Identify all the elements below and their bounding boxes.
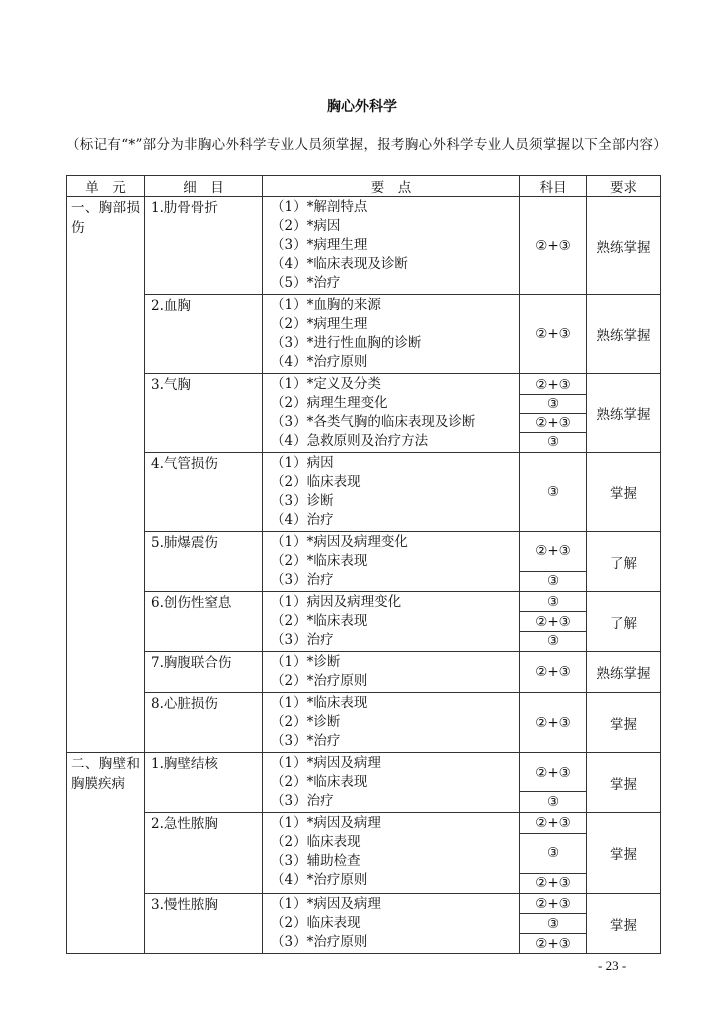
subject-value: ②+③	[520, 611, 586, 631]
detail-cell: 3.气胸	[145, 374, 263, 453]
subject-value: ②+③	[535, 895, 571, 912]
points-cell	[263, 753, 520, 813]
detail-cell: 7.胸腹联合伤	[145, 652, 263, 693]
table-row	[67, 295, 661, 374]
subject-cell	[520, 693, 587, 753]
requirement-cell: 掌握	[587, 453, 661, 532]
detail-cell: 2.血胸	[145, 295, 263, 374]
detail-cell: 6.创伤性窒息	[145, 592, 263, 652]
points-cell	[263, 453, 520, 532]
points-cell	[263, 652, 520, 693]
requirement-cell: 熟练掌握	[587, 295, 661, 374]
points-cell	[263, 813, 520, 894]
point-item: （2）*病因	[271, 218, 341, 234]
subject-cell	[520, 374, 587, 453]
point-item: （2）病理生理变化	[271, 395, 388, 411]
requirement-cell: 掌握	[587, 813, 661, 894]
points-cell	[263, 197, 520, 295]
point-item: （2）*临床表现	[271, 774, 368, 790]
point-item: （3）诊断	[271, 493, 334, 509]
point-item: （1）*定义及分类	[271, 376, 381, 392]
subject-cell	[520, 894, 587, 954]
points-cell	[263, 532, 520, 592]
point-item: （4）治疗	[271, 512, 334, 528]
table-row	[67, 592, 661, 652]
detail-cell: 8.心脏损伤	[145, 693, 263, 753]
subject-cell	[520, 813, 587, 894]
point-item: （2）临床表现	[271, 915, 361, 931]
detail-cell: 3.慢性脓胸	[145, 894, 263, 954]
table-row	[67, 894, 661, 954]
subject-cell	[520, 453, 587, 532]
point-item: （1）*病因及病理变化	[271, 534, 408, 550]
detail-cell: 2.急性脓胸	[145, 813, 263, 894]
point-item: （1）*解剖特点	[271, 199, 368, 215]
intro-note: （标记有“*”部分为非胸心外科学专业人员须掌握，报考胸心外科学专业人员须掌握以下全部内容）	[66, 137, 668, 153]
subject-value: ③	[520, 394, 586, 413]
point-item: （1）*病因及病理	[271, 896, 381, 912]
point-item: （1）*临床表现	[271, 695, 368, 711]
page-number: - 23 -	[598, 958, 627, 973]
unit-cell: 一、胸部损伤	[67, 197, 145, 753]
point-item: （2）*临床表现	[271, 553, 368, 569]
subject-value: ②+③	[535, 714, 571, 731]
header-requirement: 要求	[587, 176, 661, 197]
subject-value: ②+③	[520, 413, 586, 432]
point-item: （2）*临床表现	[271, 613, 368, 629]
point-item: （1）病因	[271, 455, 334, 471]
point-item: （1）*诊断	[271, 654, 341, 670]
subject-cell	[520, 295, 587, 374]
point-item: （3）治疗	[271, 632, 334, 648]
point-item: （4）*治疗原则	[271, 872, 368, 888]
point-item: （2）临床表现	[271, 474, 361, 490]
subject-value: ③	[520, 571, 586, 591]
point-item: （4）*治疗原则	[271, 354, 368, 370]
point-item: （3）治疗	[271, 793, 334, 809]
detail-cell: 4.气管损伤	[145, 453, 263, 532]
point-item: （4）*临床表现及诊断	[271, 256, 408, 272]
table-row	[67, 652, 661, 693]
point-item: （3）治疗	[271, 572, 334, 588]
header-detail: 细 目	[145, 176, 263, 197]
requirement-cell: 掌握	[587, 753, 661, 813]
table-row	[67, 453, 661, 532]
point-item: （1）*病因及病理	[271, 755, 381, 771]
point-item: （1）病因及病理变化	[271, 594, 402, 610]
point-item: （2）*病理生理	[271, 316, 368, 332]
subject-value: ②+③	[535, 326, 571, 342]
subject-value: ③	[520, 432, 586, 451]
points-cell	[263, 295, 520, 374]
syllabus-table	[66, 175, 661, 954]
point-item: （3）*病理生理	[271, 237, 368, 253]
point-item: （4）急救原则及治疗方法	[271, 433, 429, 449]
detail-cell: 1.肋骨骨折	[145, 197, 263, 295]
subject-value: ②+③	[520, 933, 586, 953]
subject-value: ③	[520, 913, 586, 933]
points-cell	[263, 374, 520, 453]
subject-value: ②+③	[535, 664, 571, 680]
requirement-cell: 掌握	[587, 693, 661, 753]
subject-value: ②+③	[520, 873, 586, 894]
table-row	[67, 813, 661, 894]
requirement-cell: 掌握	[587, 894, 661, 954]
table-row	[67, 693, 661, 753]
subject-cell	[520, 532, 587, 592]
points-cell	[263, 592, 520, 652]
points-cell	[263, 894, 520, 954]
subject-cell	[520, 592, 587, 652]
header-subject: 科目	[520, 176, 587, 197]
subject-value: ②+③	[535, 237, 571, 254]
detail-cell: 1.胸壁结核	[145, 753, 263, 813]
table-header-row	[67, 176, 661, 197]
subject-cell	[520, 652, 587, 693]
requirement-cell: 熟练掌握	[587, 374, 661, 453]
point-item: （3）*进行性血胸的诊断	[271, 335, 422, 351]
subject-value: ③	[546, 593, 560, 610]
point-item: （3）辅助检查	[271, 853, 361, 869]
table-row	[67, 753, 661, 813]
table-row	[67, 532, 661, 592]
points-cell	[263, 693, 520, 753]
requirement-cell: 了解	[587, 592, 661, 652]
requirement-cell: 熟练掌握	[587, 197, 661, 295]
point-item: （3）*治疗	[271, 733, 341, 749]
subject-value: ②+③	[535, 764, 571, 781]
point-item: （1）*血胸的来源	[271, 297, 381, 313]
subject-value: ③	[520, 833, 586, 873]
syllabus-body	[67, 197, 661, 954]
point-item: （1）*病因及病理	[271, 815, 381, 831]
table-row	[67, 374, 661, 453]
point-item: （2）临床表现	[271, 834, 361, 850]
subject-cell	[520, 753, 587, 813]
header-unit: 单 元	[67, 176, 145, 197]
requirement-cell: 熟练掌握	[587, 652, 661, 693]
detail-cell: 5.肺爆震伤	[145, 532, 263, 592]
point-item: （2）*诊断	[271, 714, 341, 730]
subject-value: ③	[546, 484, 560, 500]
subject-value: ②+③	[535, 376, 571, 393]
subject-value: ②+③	[535, 814, 571, 831]
header-points: 要 点	[263, 176, 520, 197]
point-item: （3）*治疗原则	[271, 934, 368, 950]
subject-value: ②+③	[535, 543, 571, 560]
unit-cell: 二、胸壁和胸膜疾病	[67, 753, 145, 954]
requirement-cell: 了解	[587, 532, 661, 592]
subject-cell	[520, 197, 587, 295]
page-title: 胸心外科学	[327, 99, 397, 115]
table-row	[67, 197, 661, 295]
point-item: （5）*治疗	[271, 275, 341, 291]
subject-value: ③	[520, 791, 586, 811]
point-item: （2）*治疗原则	[271, 673, 368, 689]
point-item: （3）*各类气胸的临床表现及诊断	[271, 414, 476, 430]
subject-value: ③	[520, 631, 586, 651]
